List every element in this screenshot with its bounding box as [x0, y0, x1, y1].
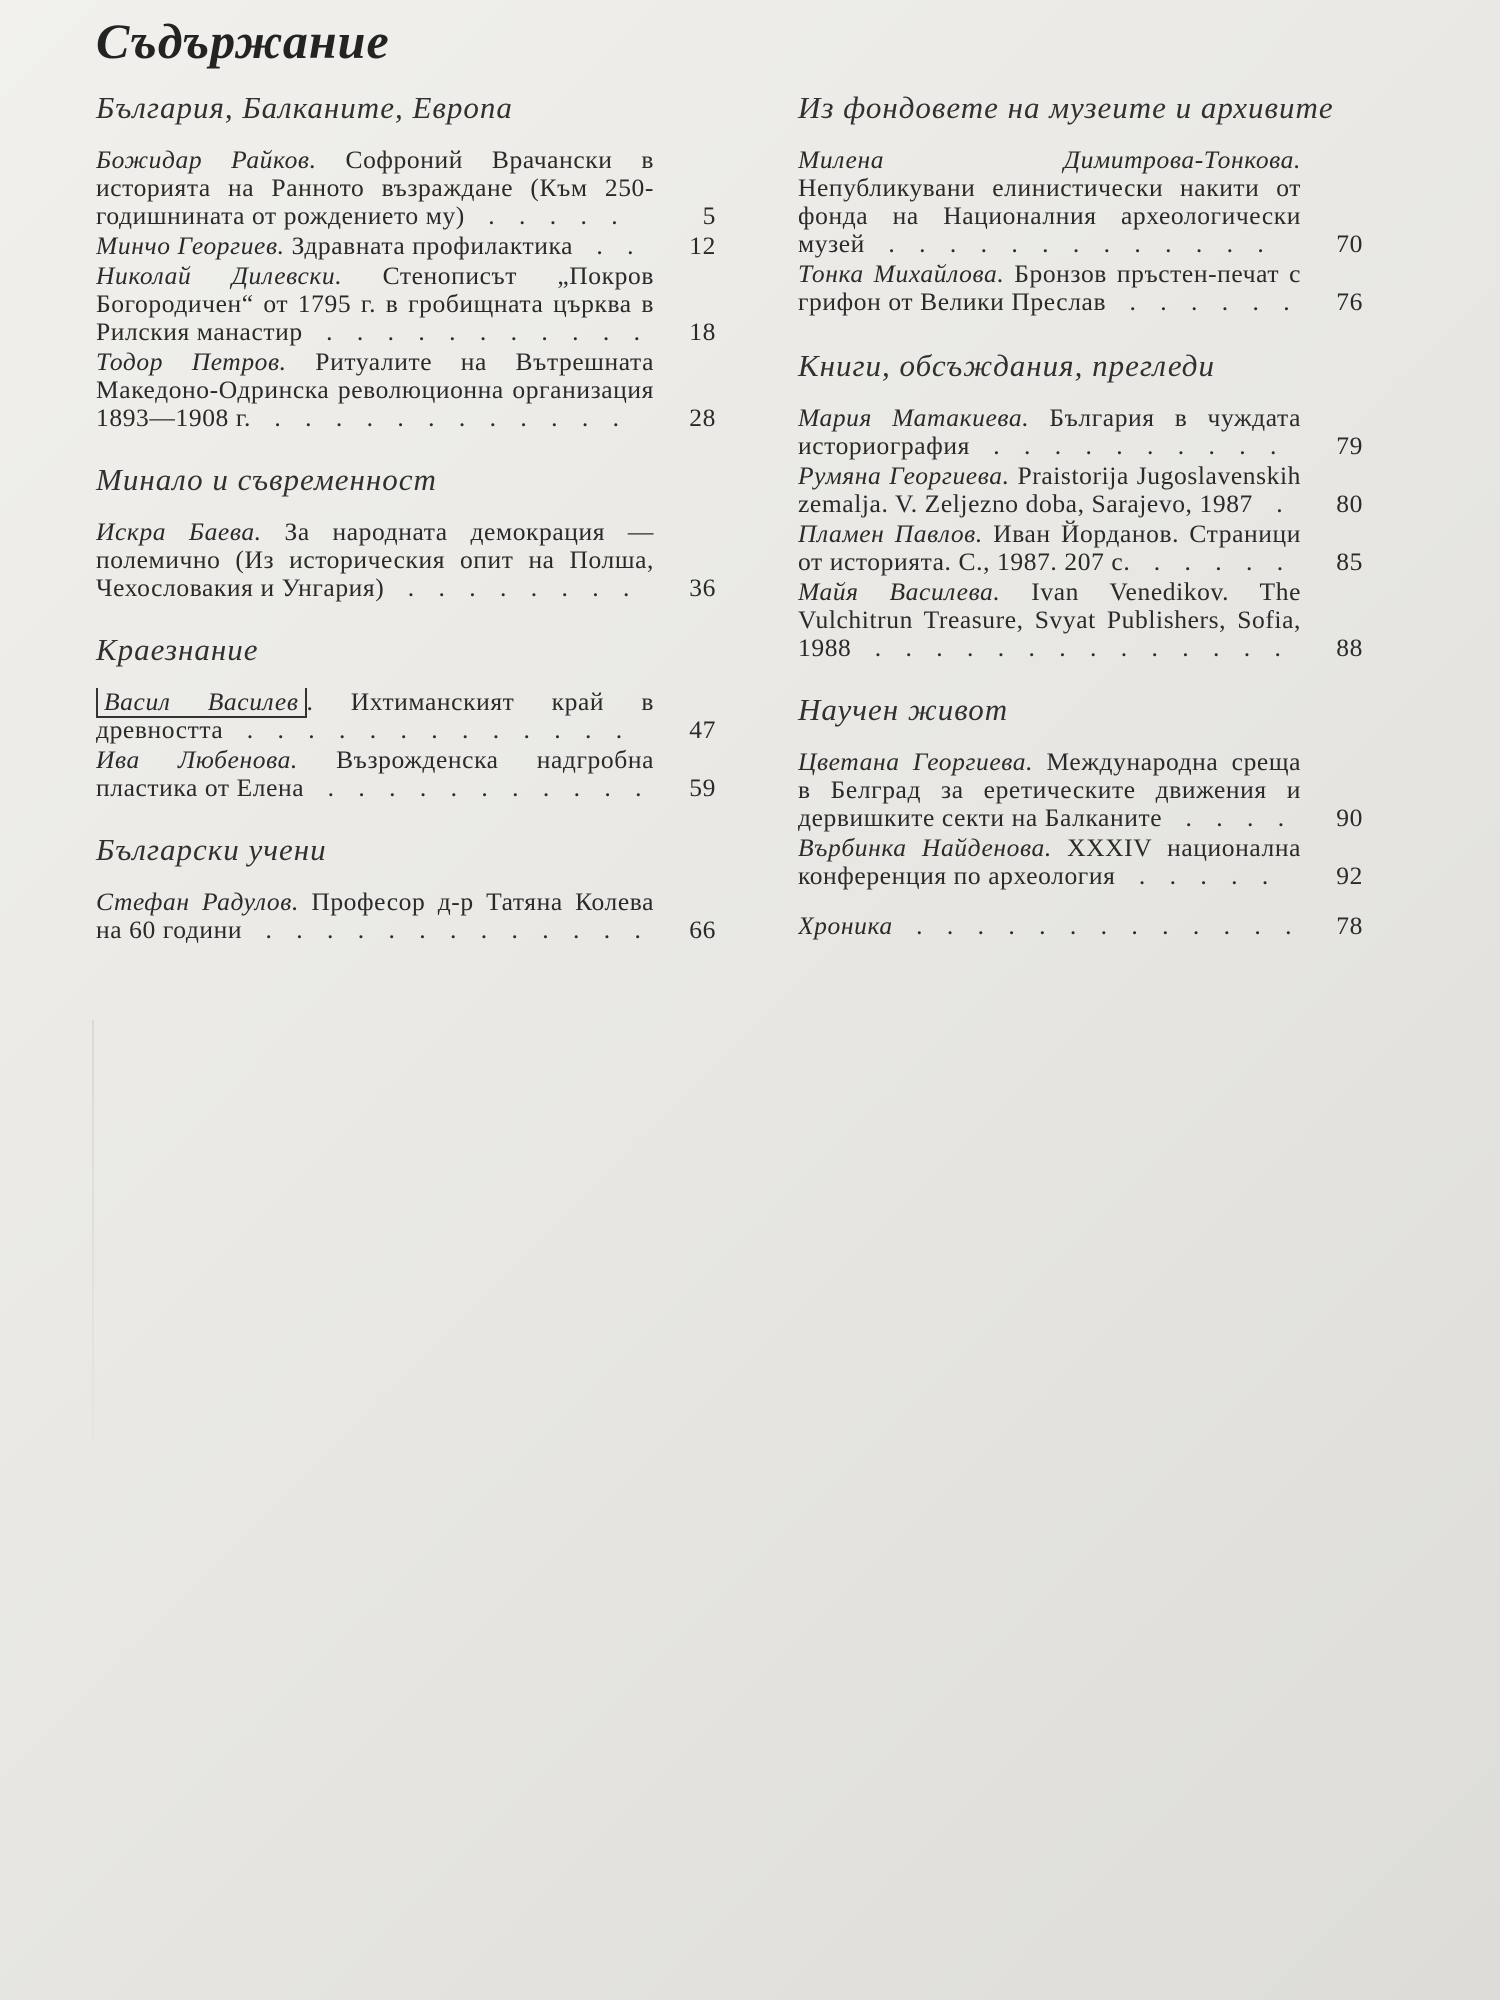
right-section	[798, 90, 1363, 316]
entry-author: Тонка Михайлова.	[798, 260, 1005, 288]
page-number: 90	[1336, 803, 1363, 832]
leader-dots: . . . . . . . . . . . . .	[231, 715, 632, 744]
leader-dots: . . . . . . . .	[392, 573, 639, 602]
page-number: 92	[1336, 861, 1363, 890]
entry-title: XXXIV национална конференция по археология	[798, 834, 1301, 890]
entry-body	[798, 462, 1301, 518]
page-number: 80	[1336, 489, 1363, 518]
page-number: 59	[689, 773, 716, 802]
leader-dots: . . . . . . . . . . . .	[259, 403, 629, 432]
entry-title: . Ихтиманският край в древността	[96, 688, 655, 744]
section-heading: Минало и съвременност	[96, 462, 437, 497]
page-number: 47	[689, 715, 716, 744]
entry-author: Румяна Георгиева.	[798, 462, 1010, 490]
entry-author: Стефан Радулов.	[96, 888, 299, 916]
entry-author: Божидар Райков.	[96, 146, 317, 174]
left-section	[96, 832, 716, 944]
toc-entry[interactable]	[798, 462, 1363, 518]
entry-title: За народната демокрация — полемично (Из историческия опит на Полша, Чехословакия и Унгария)	[96, 518, 654, 602]
left-section	[96, 632, 716, 802]
right-section	[798, 912, 1363, 940]
page-number: 36	[689, 573, 716, 602]
page-number: 78	[1336, 912, 1363, 940]
toc-entry[interactable]	[798, 260, 1363, 316]
entry-title: Бронзов пръстен-печат с грифон от Велики Преслав	[798, 260, 1301, 316]
page-shadow-line	[92, 1020, 94, 1440]
leader-dots: . . . . .	[1138, 547, 1293, 576]
leader-dots: . .	[581, 232, 643, 260]
leader-dots: .	[1260, 489, 1292, 518]
page-number: 28	[689, 403, 716, 432]
entry-title: Стенописът „Покров Богородичен“ от 1795 г. в гробищната църква в Рилския манастир	[96, 262, 654, 346]
entry-title: Praistorija Jugoslavenskih zemalja. V. Zeljezno doba, Sarajevo, 1987	[798, 462, 1301, 518]
page-number: 12	[689, 232, 716, 260]
entry-title: Възрожденска надгробна пластика от Елена	[96, 746, 654, 802]
entry-author: Милена Димитрова-Тонкова.	[798, 146, 1301, 174]
leader-dots: . . . . .	[472, 201, 627, 230]
leader-dots: . . . . . . . . . . . . .	[900, 912, 1301, 940]
entry-author: Николай Дилевски.	[96, 262, 343, 290]
entry-title: Здравната профилактика	[284, 232, 573, 260]
toc-entry[interactable]	[96, 146, 716, 230]
entry-title: Софроний Врачански в историята на Ранното възраждане (Към 250-годишнината от рождението му)	[96, 146, 655, 230]
toc-entry[interactable]	[798, 146, 1363, 258]
entry-author: Васил Василев	[96, 688, 307, 718]
entry-author: Върбинка Найденова.	[798, 834, 1052, 862]
section-heading: Книги, обсъждания, прегледи	[798, 348, 1215, 383]
right-section	[798, 348, 1363, 662]
toc-entry[interactable]	[798, 912, 1363, 940]
section-heading: Научен живот	[798, 692, 1009, 727]
leader-dots: . . . . . . . . . . .	[310, 317, 649, 346]
toc-entry[interactable]	[96, 888, 716, 944]
entry-author: Цветана Георгиева.	[798, 748, 1034, 776]
toc-entry[interactable]	[798, 834, 1363, 890]
toc-entry[interactable]	[798, 748, 1363, 832]
leader-dots: . . . . . . . . . .	[977, 431, 1286, 460]
left-section	[96, 462, 716, 602]
leader-dots: . . . . .	[1123, 861, 1278, 890]
right-column	[798, 90, 1363, 942]
entry-title: Ритуалите на Вътрешната Македоно-Одринска революционна организация 1893—1908 г.	[96, 348, 654, 432]
entry-body	[96, 232, 573, 260]
entry-title: България в чуждата историография	[798, 404, 1301, 460]
leader-dots: . . . .	[1170, 803, 1294, 832]
right-section	[798, 692, 1363, 890]
entry-author: Майя Василева.	[798, 578, 1001, 606]
leader-dots: . . . . . . . . . . . . .	[250, 915, 650, 944]
page-number: 79	[1336, 431, 1363, 460]
leader-dots: . . . . . . . . . . . . . .	[859, 633, 1290, 662]
page-number: 88	[1336, 633, 1363, 662]
page-number: 18	[689, 317, 716, 346]
toc-entry[interactable]	[96, 262, 716, 346]
leader-dots: . . . . . . . . . . . . .	[872, 229, 1273, 258]
entry-title: Непубликувани елинистически накити от фонда на Националния археологически музей	[798, 173, 1301, 258]
toc-entry[interactable]	[96, 688, 716, 744]
toc-entry[interactable]	[798, 404, 1363, 460]
toc-entry[interactable]	[798, 578, 1363, 662]
section-heading: Из фондовете на музеите и архивите	[798, 90, 1334, 125]
entry-author: Ива Любенова.	[96, 746, 298, 774]
entry-author: Пламен Павлов.	[798, 520, 983, 548]
toc-entry[interactable]	[96, 232, 716, 260]
section-heading: Краезнание	[96, 632, 259, 667]
toc-entry[interactable]	[798, 520, 1363, 576]
toc-entry[interactable]	[96, 746, 716, 802]
entry-author: Искра Баева.	[96, 518, 262, 546]
left-section	[96, 90, 716, 432]
section-heading: България, Балканите, Европа	[96, 90, 513, 125]
entry-author: Минчо Георгиев.	[96, 232, 285, 260]
toc-entry[interactable]	[96, 518, 716, 602]
page-number: 85	[1336, 547, 1363, 576]
entry-author: Хроника	[798, 912, 893, 940]
entry-title: Професор д-р Татяна Колева на 60 години	[96, 888, 654, 944]
entry-body	[798, 912, 893, 940]
left-column	[96, 90, 716, 946]
page-number: 66	[689, 915, 716, 944]
section-heading: Български учени	[96, 832, 327, 867]
toc-entry[interactable]	[96, 348, 716, 432]
page-number: 70	[1336, 229, 1363, 258]
page-number: 76	[1336, 287, 1363, 316]
entry-title: Ivan Venedikov. The Vulchitrun Treasure, Svyat Publishers, Sofia, 1988	[798, 578, 1301, 662]
entry-title: Иван Йорданов. Страници от историята. С., 1987. 207 с.	[798, 520, 1301, 576]
entry-author: Тодор Петров.	[96, 348, 287, 376]
page-number: 5	[702, 201, 716, 230]
entry-title: Международна среща в Белград за еретическите движения и дервишките секти на Балканите	[798, 748, 1301, 832]
entry-author: Мария Матакиева.	[798, 404, 1030, 432]
page-title: Съдържание	[96, 13, 390, 69]
leader-dots: . . . . . . . . . . .	[312, 773, 651, 802]
leader-dots: . . . . . .	[1114, 287, 1299, 316]
